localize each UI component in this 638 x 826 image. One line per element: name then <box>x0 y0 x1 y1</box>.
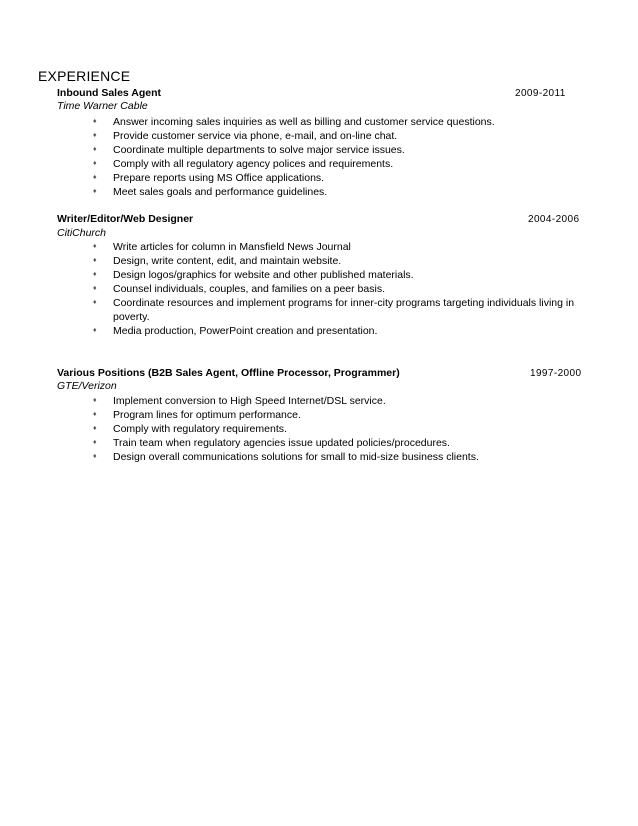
job-entry <box>0 213 638 337</box>
list-item: ♦ Provide customer service via phone, e-mail, and on-line chat. <box>93 130 398 142</box>
job-years: 1997-2000 <box>530 368 582 379</box>
bullet-diamond-icon: ♦ <box>93 118 97 125</box>
job-title: Writer/Editor/Web Designer <box>57 213 194 225</box>
bullet-diamond-icon: ♦ <box>93 243 97 250</box>
job-company: CitiChurch <box>57 227 107 239</box>
list-item: ♦ Coordinate resources and implement programs for inner-city programs targeting individuals living in poverty. <box>93 297 575 323</box>
bullet-diamond-icon: ♦ <box>93 132 97 139</box>
bullet-diamond-icon: ♦ <box>93 188 97 195</box>
bullet-diamond-icon: ♦ <box>93 397 97 404</box>
bullet-diamond-icon: ♦ <box>93 411 97 418</box>
job-duties <box>0 394 638 464</box>
list-item: ♦ Design overall communications solutions for small to mid-size business clients. <box>93 451 479 463</box>
bullet-diamond-icon: ♦ <box>93 425 97 432</box>
list-item: ♦ Counsel individuals, couples, and families on a peer basis. <box>93 283 385 295</box>
job-duties <box>0 240 638 338</box>
list-item: ♦ Comply with regulatory requirements. <box>93 423 287 435</box>
bullet-diamond-icon: ♦ <box>93 285 97 292</box>
list-item: ♦ Coordinate multiple departments to solve major service issues. <box>93 144 405 156</box>
list-item: ♦ Write articles for column in Mansfield News Journal <box>93 241 351 253</box>
job-years: 2004-2006 <box>528 214 580 225</box>
bullet-diamond-icon: ♦ <box>93 174 97 181</box>
bullet-diamond-icon: ♦ <box>93 257 97 264</box>
job-title: Various Positions (B2B Sales Agent, Offline Processor, Programmer) <box>57 367 400 379</box>
list-item: ♦ Answer incoming sales inquiries as well as billing and customer service questions. <box>93 116 495 128</box>
list-item: ♦ Program lines for optimum performance. <box>93 409 301 421</box>
list-item: ♦ Train team when regulatory agencies issue updated policies/procedures. <box>93 437 450 449</box>
list-item: ♦ Prepare reports using MS Office applications. <box>93 172 325 184</box>
bullet-diamond-icon: ♦ <box>93 299 97 306</box>
job-years: 2009-2011 <box>515 88 566 99</box>
job-entry <box>0 87 638 198</box>
bullet-diamond-icon: ♦ <box>93 160 97 167</box>
list-item: ♦ Meet sales goals and performance guidelines. <box>93 186 328 198</box>
section-title: EXPERIENCE <box>38 68 131 84</box>
list-item: ♦ Implement conversion to High Speed Internet/DSL service. <box>93 395 386 407</box>
job-company: Time Warner Cable <box>57 100 148 112</box>
list-item: ♦ Design logos/graphics for website and other published materials. <box>93 269 414 281</box>
bullet-diamond-icon: ♦ <box>93 271 97 278</box>
job-entry <box>0 367 638 463</box>
list-item: ♦ Design, write content, edit, and maintain website. <box>93 255 342 267</box>
job-duties <box>0 115 638 199</box>
job-company: GTE/Verizon <box>57 380 117 392</box>
bullet-diamond-icon: ♦ <box>93 439 97 446</box>
list-item: ♦ Media production, PowerPoint creation and presentation. <box>93 325 378 337</box>
job-title: Inbound Sales Agent <box>57 87 162 99</box>
list-item: ♦ Comply with all regulatory agency polices and requirements. <box>93 158 394 170</box>
bullet-diamond-icon: ♦ <box>93 327 97 334</box>
bullet-diamond-icon: ♦ <box>93 146 97 153</box>
bullet-diamond-icon: ♦ <box>93 453 97 460</box>
